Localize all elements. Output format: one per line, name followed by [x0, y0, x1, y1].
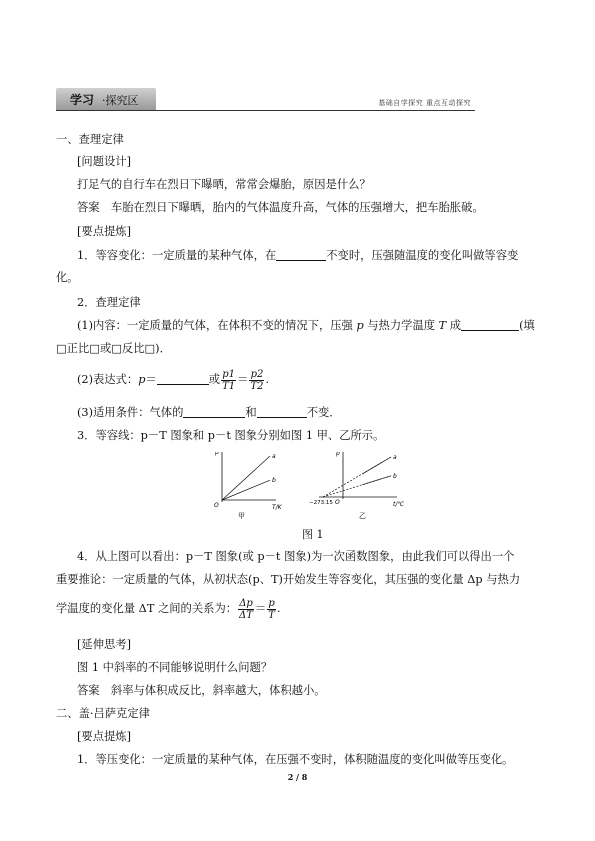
- series-label: a: [272, 453, 276, 460]
- section-title-charles: 一、查理定律: [56, 133, 124, 146]
- p4-eq: ＝: [254, 602, 267, 615]
- figure-1: [210, 452, 420, 528]
- p21-text-c: 成: [446, 319, 462, 332]
- p22-text-c: 或: [208, 373, 221, 386]
- p23-text-c: 不变．: [306, 406, 341, 419]
- y-axis-label: p: [215, 452, 219, 456]
- p21-p: p: [356, 319, 364, 332]
- blank-field[interactable]: [461, 319, 519, 331]
- p22-text-a: (2)表达式：: [77, 373, 139, 386]
- frac-num: p: [268, 597, 275, 609]
- frac-den: ΔT: [239, 609, 253, 621]
- series-label: a: [393, 454, 397, 461]
- series-line-solid: [362, 457, 391, 474]
- point-3-line: 3．等容线：p－T 图象和 p－t 图象分别如图 1 甲、乙所示。: [77, 429, 385, 442]
- series-line: [222, 456, 270, 500]
- question-design-label: [问题设计]: [77, 155, 132, 168]
- x-axis-label: T/K: [272, 504, 282, 511]
- series-label: b: [272, 477, 276, 485]
- isobaric-point-1: 1．等压变化：一定质量的某种气体，在压强不变时，体积随温度的变化叫做等压变化。: [77, 753, 514, 766]
- series-line-solid: [362, 476, 391, 485]
- extended-thinking-label: [延伸思考]: [77, 638, 132, 651]
- p22-eq: ＝: [237, 373, 249, 386]
- frac-num: p1: [222, 368, 235, 380]
- answer-text: 答案 车胎在烈日下曝晒，胎内的气体温度升高，气体的压强增大，把车胎胀破。: [77, 201, 484, 214]
- figure-caption: 图 1: [302, 528, 324, 541]
- figure-1-svg: [210, 452, 420, 524]
- header-right-text: 基础自学探究 重点互动探究: [378, 99, 471, 107]
- point-4-line-b: 重要推论：一定质量的气体，从初状态(p、T)开始发生等容变化，其压强的变化量 Δp 与热力: [56, 573, 521, 586]
- blank-field[interactable]: [276, 249, 326, 261]
- section-badge: [56, 88, 156, 110]
- point-1-text-a: 1．等容变化：一定质量的某种气体，在: [77, 249, 277, 262]
- question-text: 打足气的自行车在烈日下曝晒，常常会爆胎，原因是什么？: [77, 178, 371, 191]
- x-axis-label: t/℃: [393, 501, 405, 508]
- origin-label: O: [214, 502, 219, 509]
- extended-question: 图 1 中斜率的不同能够说明什么问题？: [77, 661, 273, 674]
- series-line: [222, 480, 270, 500]
- badge-strong: 学习: [70, 93, 95, 107]
- p23-text-b: 和: [245, 406, 257, 419]
- point-4-line-c: [56, 596, 281, 622]
- point-1-text-b: 不变时，压强随温度的变化叫做等容变: [326, 249, 519, 262]
- p4-end: .: [276, 602, 281, 615]
- p23-text-a: (3)适用条件：气体的: [77, 406, 184, 419]
- point-1-cont: 化。: [56, 271, 79, 284]
- p4-text-c: 学温度的变化量 ΔT 之间的关系为：: [56, 602, 238, 615]
- badge-rest: ·探究区: [102, 94, 139, 107]
- fraction-p2-T2: [249, 369, 264, 392]
- blank-field[interactable]: [157, 373, 209, 385]
- frac-den: T2: [250, 380, 264, 392]
- point-1-line: [77, 249, 518, 263]
- x-tick-label: −273.15: [309, 500, 333, 506]
- panel-label: 乙: [359, 512, 366, 520]
- point-2-1-cont: □正比□或□反比□)．: [56, 342, 171, 355]
- header-rule: [56, 110, 475, 111]
- page-number: 2 / 8: [287, 772, 308, 782]
- point-2-title: 2．查理定律: [77, 296, 141, 309]
- p22-end: .: [265, 373, 270, 386]
- frac-num: Δp: [239, 597, 253, 609]
- p21-text-b: 与热力学温度: [363, 319, 439, 332]
- y-axis-label: p: [336, 452, 340, 457]
- fraction-p-T: [267, 598, 276, 621]
- blank-field[interactable]: [257, 406, 307, 418]
- p21-text-d: (填: [519, 319, 535, 332]
- p21-T: T: [438, 319, 447, 332]
- point-2-1-line: [77, 319, 535, 333]
- point-2-3-line: [77, 406, 341, 420]
- key-points-label-2: [要点提炼]: [77, 730, 132, 743]
- p22-p: p: [138, 373, 146, 386]
- key-points-label: [要点提炼]: [77, 225, 132, 238]
- fraction-p1-T1: [221, 369, 236, 392]
- section-title-gay-lussac: 二、盖·吕萨克定律: [56, 707, 150, 720]
- blank-field[interactable]: [183, 406, 245, 418]
- p22-text-b: ＝: [145, 373, 157, 386]
- series-label: b: [393, 472, 397, 480]
- frac-num: p2: [250, 368, 264, 380]
- fraction-dp-dT: [238, 598, 254, 621]
- point-2-2-line: [77, 367, 269, 393]
- frac-den: T1: [222, 380, 236, 392]
- point-4-line-a: 4．从上图可以看出：p－T 图象(或 p－t 图象)为一次函数图象，由此我们可以得出一个: [77, 550, 515, 563]
- panel-label: 甲: [238, 512, 245, 520]
- p21-text-a: (1)内容：一定质量的气体，在体积不变的情况下，压强: [77, 319, 357, 332]
- frac-den: T: [268, 609, 275, 621]
- section-header: [56, 88, 475, 112]
- extended-answer: 答案 斜率与体积成反比，斜率越大，体积越小。: [77, 684, 326, 697]
- origin-label: O: [335, 499, 340, 506]
